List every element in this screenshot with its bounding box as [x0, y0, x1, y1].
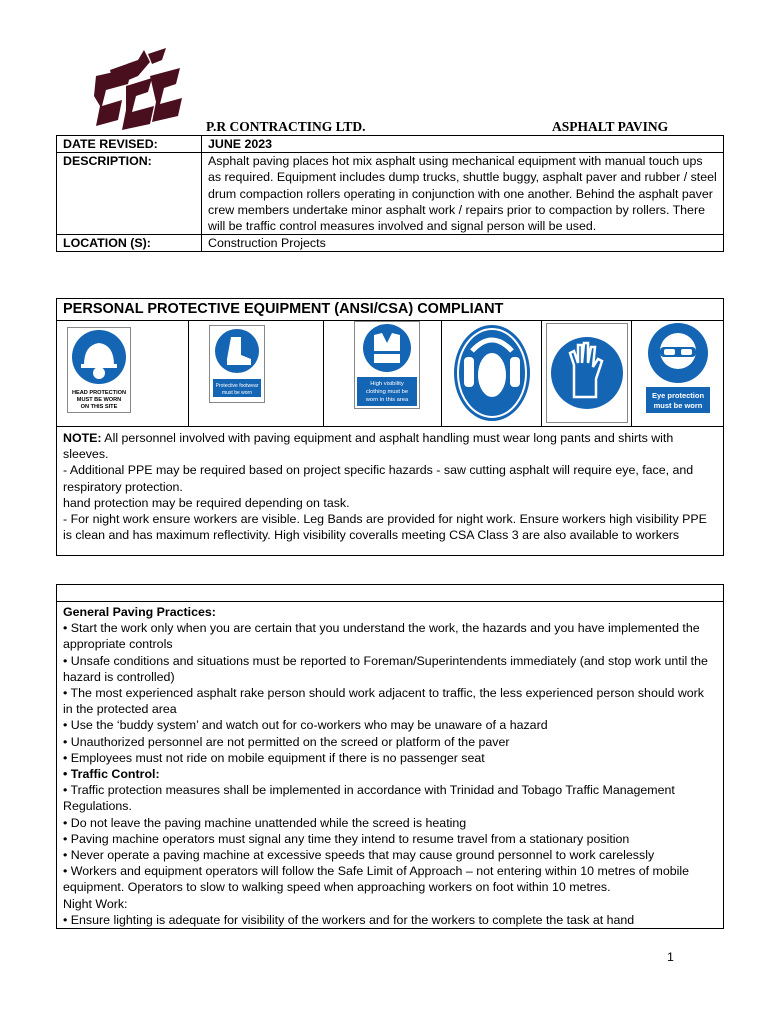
description-label: DESCRIPTION: [57, 153, 202, 235]
night-heading: Night Work: [63, 896, 128, 911]
document-title: ASPHALT PAVING [552, 119, 669, 134]
info-table [56, 135, 724, 252]
high-visibility-vest-icon [354, 321, 420, 409]
list-item: • The most experienced asphalt rake person should work adjacent to traffic, the less experienced person should work in the protected area [63, 686, 704, 717]
note-line: - Additional PPE may be required based on project specific hazards - saw cutting asphalt will require eye, face, and respiratory protection. [63, 463, 694, 494]
ppe-sign-cell [324, 321, 442, 426]
ear-protection-icon [450, 321, 534, 425]
sign-caption: must be worn [221, 390, 253, 396]
sign-caption: Protective footwear [215, 383, 259, 389]
note-text: All personnel involved with paving equipment and asphalt handling must wear long pants and shirts with sleeves. [63, 431, 674, 462]
ppe-sign-cell [542, 321, 632, 426]
list-item: • Use the ‘buddy system’ and watch out for co-workers who may be unaware of a hazard [63, 718, 548, 733]
sign-caption: HEAD PROTECTION [71, 390, 127, 396]
company-logo [92, 46, 188, 132]
practices-body [57, 602, 723, 928]
sign-caption: Eye protection [651, 391, 705, 400]
ppe-title: PERSONAL PROTECTIVE EQUIPMENT (ANSI/CSA) COMPLIANT [57, 299, 723, 321]
list-item: • Never operate a paving machine at excessive speeds that may cause ground personnel to work carelessly [63, 848, 655, 863]
note-label: NOTE: [63, 431, 102, 445]
list-item: • Workers and equipment operators will follow the Safe Limit of Approach – not entering within 10 metres of mobile equipment. Operators to slow to walking speed when approaching workers on foot within 10 metres. [63, 864, 690, 895]
blank-row [57, 585, 723, 602]
sign-caption: ON THIS SITE [80, 404, 118, 410]
ppe-sign-cell [189, 321, 324, 426]
ppe-sign-row [57, 321, 723, 427]
list-item: • Ensure lighting is adequate for visibility of the workers and for the workers to complete the task at hand [63, 912, 635, 927]
practices-section [56, 584, 724, 929]
location-value: Construction Projects [202, 235, 724, 252]
eye-protection-icon [638, 321, 718, 417]
ppe-section [56, 298, 724, 556]
ppe-note [57, 427, 723, 543]
ppe-sign-cell [632, 321, 723, 426]
sign-caption: MUST BE WORN [76, 397, 122, 403]
list-item: • Traffic protection measures shall be implemented in accordance with Trinidad and Tobago Traffic Management Regulations. [63, 783, 675, 814]
note-line: - For night work ensure workers are visible. Leg Bands are provided for night work. Ensure workers high visibility PPE is clean and has maximum reflectivity. High visibility coveralls meeting CSA Class 3 are also available to workers [63, 512, 707, 543]
description-value: Asphalt paving places hot mix asphalt using mechanical equipment with manual touch ups as required. Equipment includes dump trucks, shuttle buggy, asphalt paver and rubber / steel drum compaction rollers operating in conjunction with one another. Behind the asphalt paver crew members undertake minor asphalt work / repairs prior to compaction by rollers. There will be traffic control measures involved and signal person will be used. [202, 153, 724, 235]
company-name: P.R CONTRACTING LTD. [206, 119, 366, 134]
general-heading: General Paving Practices: [63, 605, 216, 619]
hand-protection-icon [546, 323, 628, 423]
sign-caption: clothing must be [365, 389, 409, 395]
location-label: LOCATION (S): [57, 235, 202, 252]
table-row [57, 153, 724, 235]
sign-caption: must be worn [653, 401, 703, 410]
page-number: 1 [667, 950, 674, 964]
ppe-sign-cell [442, 321, 542, 426]
head-protection-icon [67, 327, 131, 413]
traffic-heading: • Traffic Control: [63, 767, 160, 782]
table-row [57, 235, 724, 252]
list-item: • Paving machine operators must signal any time they intend to resume travel from a stationary position [63, 831, 630, 846]
date-label: DATE REVISED: [57, 136, 202, 153]
sign-caption: worn in this area [365, 397, 409, 403]
ppe-sign-cell [57, 321, 189, 426]
sign-caption: High visibility [370, 381, 404, 387]
list-item: • Start the work only when you are certain that you understand the work, the hazards and you have implemented the appropriate controls [63, 621, 700, 652]
date-value: JUNE 2023 [202, 136, 724, 153]
table-row [57, 136, 724, 153]
list-item: • Employees must not ride on mobile equipment if there is no passenger seat [63, 750, 485, 765]
note-line: hand protection may be required depending on task. [63, 495, 350, 510]
list-item: • Unsafe conditions and situations must be reported to Foreman/Superintendents immediately (and stop work until the hazard is controlled) [63, 653, 708, 684]
list-item: • Unauthorized personnel are not permitted on the screed or platform of the paver [63, 734, 510, 749]
protective-footwear-icon [209, 325, 265, 403]
list-item: • Do not leave the paving machine unattended while the screed is heating [63, 815, 467, 830]
